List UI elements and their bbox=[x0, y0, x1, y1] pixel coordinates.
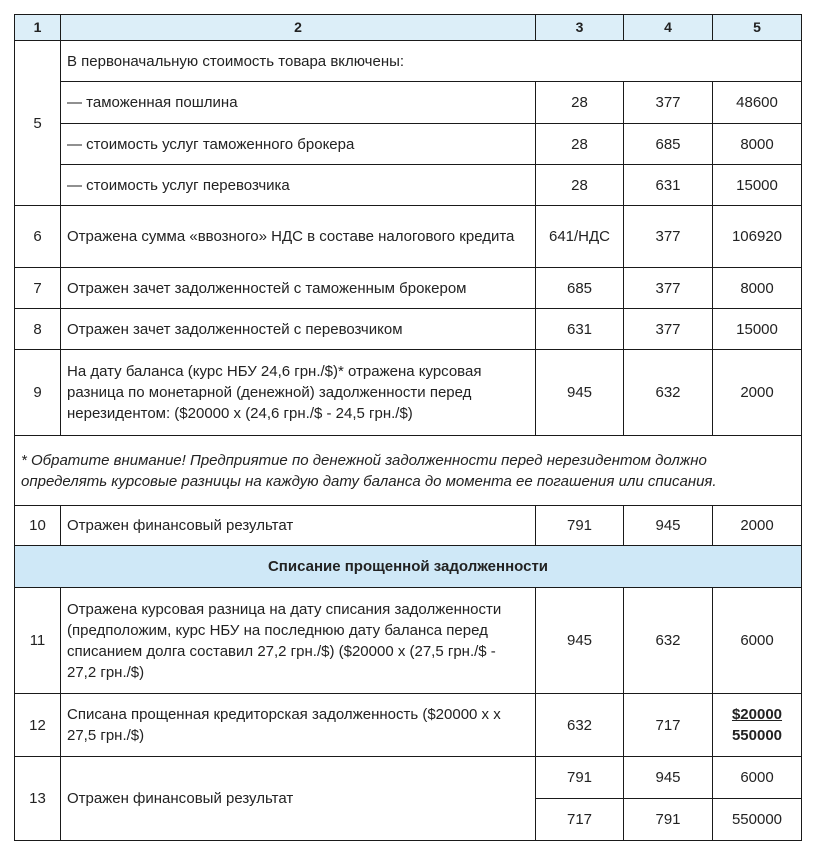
table-row bbox=[15, 165, 802, 206]
row-number: 7 bbox=[15, 268, 61, 309]
note-text: * Обратите внимание! Предприятие по денежной задолженности перед нерезидентом должно определять курсовые разницы на каждую дату баланса до момента ее погашения или списания. bbox=[15, 436, 802, 506]
amount-cell: 6000 bbox=[713, 588, 802, 694]
credit-cell: 377 bbox=[624, 268, 713, 309]
credit-cell: 632 bbox=[624, 588, 713, 694]
amount-cell: 15000 bbox=[713, 165, 802, 206]
debit-cell: 791 bbox=[536, 757, 624, 799]
row-description: В первоначальную стоимость товара включены: bbox=[61, 41, 802, 82]
amount-cell: 48600 bbox=[713, 82, 802, 124]
header-col-3: 3 bbox=[536, 15, 624, 41]
table-row bbox=[15, 268, 802, 309]
debit-cell: 28 bbox=[536, 165, 624, 206]
row-number: 13 bbox=[15, 757, 61, 841]
section-title: Списание прощенной задолженности bbox=[15, 546, 802, 588]
amount-cell: 2000 bbox=[713, 506, 802, 546]
debit-cell: 632 bbox=[536, 694, 624, 757]
note-row bbox=[15, 436, 802, 506]
header-col-4: 4 bbox=[624, 15, 713, 41]
row-number: 8 bbox=[15, 309, 61, 350]
row-description: — стоимость услуг перевозчика bbox=[61, 165, 536, 206]
debit-cell: 791 bbox=[536, 506, 624, 546]
row-description: На дату баланса (курс НБУ 24,6 грн./$)* отражена курсовая разница по монетарной (денежной) задолженности перед нерезидентом: ($20000 x (24,6 грн./$ - 24,5 грн./$) bbox=[61, 350, 536, 436]
table-header-row bbox=[15, 15, 802, 41]
debit-cell: 685 bbox=[536, 268, 624, 309]
amount-cell bbox=[713, 694, 802, 757]
credit-cell: 685 bbox=[624, 124, 713, 165]
credit-cell: 945 bbox=[624, 506, 713, 546]
row-description: Отражен финансовый результат bbox=[61, 757, 536, 841]
row-description: Отражена курсовая разница на дату списания задолженности (предположим, курс НБУ на последнюю дату баланса перед списанием долга составил 27,2 грн./$) ($20000 x (27,5 грн./$ - 27,2 грн./$) bbox=[61, 588, 536, 694]
row-number: 10 bbox=[15, 506, 61, 546]
amount-cell: 15000 bbox=[713, 309, 802, 350]
table-row bbox=[15, 82, 802, 124]
table-row bbox=[15, 588, 802, 694]
header-col-5: 5 bbox=[713, 15, 802, 41]
debit-cell: 717 bbox=[536, 799, 624, 841]
amount-cell: 6000 bbox=[713, 757, 802, 799]
credit-cell: 632 bbox=[624, 350, 713, 436]
credit-cell: 791 bbox=[624, 799, 713, 841]
table-row bbox=[15, 694, 802, 757]
credit-cell: 717 bbox=[624, 694, 713, 757]
row-description: Отражен зачет задолженностей с таможенным брокером bbox=[61, 268, 536, 309]
amount-cell: 550000 bbox=[713, 799, 802, 841]
table-row bbox=[15, 41, 802, 82]
credit-cell: 377 bbox=[624, 309, 713, 350]
row-description: Отражен зачет задолженностей с перевозчиком bbox=[61, 309, 536, 350]
row-number: 12 bbox=[15, 694, 61, 757]
header-col-2: 2 bbox=[61, 15, 536, 41]
table-row bbox=[15, 757, 802, 799]
amount-cell: 8000 bbox=[713, 124, 802, 165]
debit-cell: 641/НДС bbox=[536, 206, 624, 268]
table-row bbox=[15, 124, 802, 165]
debit-cell: 945 bbox=[536, 588, 624, 694]
section-header-row bbox=[15, 546, 802, 588]
debit-cell: 28 bbox=[536, 82, 624, 124]
row-number: 5 bbox=[15, 41, 61, 206]
row-description: — таможенная пошлина bbox=[61, 82, 536, 124]
debit-cell: 945 bbox=[536, 350, 624, 436]
table-row bbox=[15, 206, 802, 268]
credit-cell: 377 bbox=[624, 206, 713, 268]
row-number: 9 bbox=[15, 350, 61, 436]
credit-cell: 631 bbox=[624, 165, 713, 206]
row-number: 6 bbox=[15, 206, 61, 268]
row-number: 11 bbox=[15, 588, 61, 694]
row-description: Списана прощенная кредиторская задолженность ($20000 x x 27,5 грн./$) bbox=[61, 694, 536, 757]
row-description: Отражен финансовый результат bbox=[61, 506, 536, 546]
credit-cell: 377 bbox=[624, 82, 713, 124]
amount-currency: $20000 bbox=[731, 706, 783, 723]
amount-cell: 8000 bbox=[713, 268, 802, 309]
row-description: Отражена сумма «ввозного» НДС в составе налогового кредита bbox=[61, 206, 536, 268]
table-row bbox=[15, 506, 802, 546]
debit-cell: 28 bbox=[536, 124, 624, 165]
debit-cell: 631 bbox=[536, 309, 624, 350]
header-col-1: 1 bbox=[15, 15, 61, 41]
credit-cell: 945 bbox=[624, 757, 713, 799]
accounting-entries-table bbox=[14, 14, 802, 841]
table-row bbox=[15, 350, 802, 436]
amount-cell: 2000 bbox=[713, 350, 802, 436]
amount-cell: 106920 bbox=[713, 206, 802, 268]
amount-uah: 550000 bbox=[731, 727, 783, 744]
table-row bbox=[15, 309, 802, 350]
row-description: — стоимость услуг таможенного брокера bbox=[61, 124, 536, 165]
